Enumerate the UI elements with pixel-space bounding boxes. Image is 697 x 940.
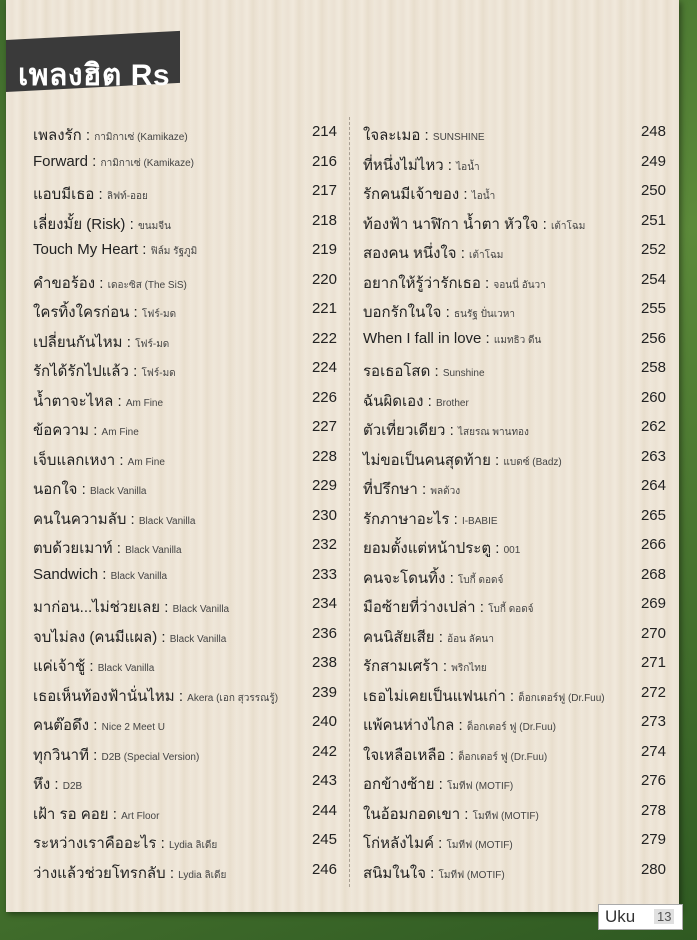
song-title-line: สนิมในใจ : โมทีฟ (MOTIF) [363, 864, 505, 882]
song-page-number: 222 [311, 329, 337, 347]
song-title: เจ็บแลกเหงา [33, 451, 116, 469]
song-artist: Am Fine [125, 397, 164, 409]
song-page-number: 221 [311, 300, 337, 317]
song-page-number: 250 [640, 182, 666, 199]
song-title-line: เพลงรัก : กามิกาเซ่ (Kamikaze) [33, 127, 188, 144]
songbook-page [6, 0, 679, 912]
song-entry [33, 678, 337, 708]
song-title-line: ท้องฟ้า นาฬิกา น้ำตา หัวใจ : เต้าโฉม [363, 215, 586, 233]
song-entry [33, 766, 337, 796]
song-entry [363, 147, 666, 177]
song-title-line: รักได้รักไปแล้ว : โฟร์-มด [33, 363, 176, 380]
song-page-number: 234 [311, 595, 337, 612]
song-entry [33, 501, 337, 531]
song-title-line: ใครทิ้งใครก่อน : โฟร์-มด [33, 304, 177, 321]
song-entry [363, 560, 666, 590]
song-artist: พริกไทย [451, 663, 487, 674]
song-title-line: รักภาษาอะไร : I-BABIE [363, 510, 498, 528]
song-entry [363, 678, 666, 708]
song-page-number: 217 [311, 182, 337, 199]
song-title-line: คนในความลับ : Black Vanilla [33, 510, 196, 528]
song-title-line: รักคนมีเจ้าของ : ไอน้ำ [363, 186, 496, 203]
song-title-line: แอบมีเธอ : ลิฟท์-ออย [33, 186, 148, 203]
song-page-number: 232 [311, 536, 337, 553]
song-title: รอเธอโสด [363, 363, 431, 380]
song-artist: Black Vanilla [97, 663, 155, 674]
song-entry [363, 383, 666, 413]
song-title-line: Sandwich : Black Vanilla [33, 565, 168, 583]
song-title: ตบด้วยเมาท์ [33, 540, 113, 557]
song-artist: โบกี้ ดอดจ์ [488, 604, 534, 615]
song-title: นอกใจ [33, 481, 78, 498]
song-title: คนนิสัยเสีย [363, 628, 435, 646]
song-artist: โฟร์-มด [141, 309, 177, 320]
song-page-number: 242 [311, 742, 337, 760]
song-title: ที่ปรึกษา [363, 481, 418, 498]
song-title: มาก่อน...ไม่ช่วยเลย [33, 599, 161, 616]
song-artist: SUNSHINE [432, 132, 485, 143]
song-artist: D2B (Special Version) [101, 751, 200, 763]
song-page-number: 246 [311, 860, 337, 878]
song-page-number: 252 [640, 241, 666, 258]
song-title: รักสามเศร้า [363, 658, 439, 675]
song-artist: I-BABIE [461, 515, 498, 527]
song-title-line: โก่หลังไมค์ : โมทีฟ (MOTIF) [363, 835, 513, 852]
song-page-number: 279 [640, 831, 666, 848]
song-artist: Lydia ลิเดีย [169, 840, 218, 851]
song-page-number: 228 [311, 447, 337, 465]
song-entry [363, 530, 666, 560]
song-artist: เต้าโฉม [550, 220, 586, 232]
song-artist: ขนมจีน [137, 220, 171, 232]
song-title-line: เฝ้า รอ คอย : Art Floor [33, 805, 160, 823]
song-artist: Black Vanilla [138, 515, 196, 527]
song-title-line: ตบด้วยเมาท์ : Black Vanilla [33, 540, 182, 557]
song-title-line: Touch My Heart : ฟิล์ม รัฐภูมิ [33, 241, 198, 258]
song-artist: จอนนี่ อันวา [493, 279, 546, 291]
song-title-line: เลี่ยงมั้ย (Risk) : ขนมจีน [33, 215, 171, 233]
song-title-line: ในอ้อมกอดเขา : โมทีฟ (MOTIF) [363, 805, 539, 823]
song-title: ใครทิ้งใครก่อน [33, 304, 130, 321]
song-entry [363, 796, 666, 826]
song-page-number: 230 [311, 506, 337, 524]
song-title: ท้องฟ้า นาฬิกา น้ำตา หัวใจ [363, 215, 539, 233]
song-title-line: เธอเห็นท้องฟ้านั่นไหม : Akera (เอก สุวรรณรู้) [33, 687, 279, 705]
song-title-line: เจ็บแลกเหงา : Am Fine [33, 451, 165, 469]
song-artist: ไอน้ำ [471, 191, 496, 202]
song-artist: ธนรัฐ ปั่นเวหา [453, 309, 515, 320]
song-title: เธอเห็นท้องฟ้านั่นไหม [33, 687, 175, 705]
song-title-line: สองคน หนึ่งใจ : เต้าโฉม [363, 245, 504, 262]
song-entry [33, 383, 337, 413]
song-title-line: ที่หนึ่งไม่ไหว : ไอน้ำ [363, 156, 480, 174]
song-page-number: 227 [311, 418, 337, 435]
song-page-number: 265 [640, 506, 666, 524]
song-title-line: ใจเหลือเหลือ : ด็อกเตอร์ ฟู (Dr.Fuu) [363, 746, 548, 764]
song-page-number: 226 [311, 388, 337, 406]
song-title: When I fall in love [363, 329, 482, 347]
song-artist: กามิกาเซ่ (Kamikaze) [100, 157, 195, 169]
song-title: หึง [33, 776, 51, 793]
song-entry [33, 737, 337, 767]
song-artist: โมทีฟ (MOTIF) [447, 781, 514, 792]
song-title: รักคนมีเจ้าของ [363, 186, 460, 203]
song-artist: โมทีฟ (MOTIF) [438, 869, 505, 881]
song-title: ระหว่างเราคืออะไร [33, 835, 157, 852]
song-page-number: 214 [311, 123, 337, 140]
song-title-line: When I fall in love : แมทธิว ดีน [363, 329, 542, 347]
song-artist: อ้อน ลัคนา [447, 633, 494, 645]
song-page-number: 243 [311, 772, 337, 789]
song-page-number: 219 [311, 241, 337, 258]
song-title: ฉันผิดเอง [363, 392, 424, 410]
song-title-line: รอเธอโสด : Sunshine [363, 363, 485, 380]
song-title-line: นอกใจ : Black Vanilla [33, 481, 147, 498]
song-entry [363, 353, 666, 383]
song-entry [363, 825, 666, 855]
song-title: ไม่ขอเป็นคนสุดท้าย [363, 451, 491, 469]
song-artist: พลด้วง [430, 486, 461, 497]
song-title-line: เธอไม่เคยเป็นแฟนเก่า : ด็อกเตอร์ฟู (Dr.Fuu) [363, 687, 605, 705]
song-title: เธอไม่เคยเป็นแฟนเก่า [363, 687, 506, 705]
song-artist: Black Vanilla [172, 604, 230, 615]
song-artist: Lydia ลิเดีย [178, 869, 227, 881]
song-title-line: ข้อความ : Am Fine [33, 422, 139, 439]
song-page-number: 270 [640, 624, 666, 642]
song-entry [363, 501, 666, 531]
song-entry [33, 206, 337, 236]
song-page-number: 248 [640, 123, 666, 140]
song-artist: เต้าโฉม [469, 250, 504, 261]
song-entry [363, 766, 666, 796]
song-title-line: ตัวเที่ยวเดียว : ไสยรณ พานทอง [363, 422, 529, 439]
song-entry [33, 530, 337, 560]
song-title: สนิมในใจ [363, 864, 426, 882]
song-page-number: 274 [640, 742, 666, 760]
song-title: คนต๊อดึง [33, 717, 90, 734]
song-page-number: 254 [640, 270, 666, 288]
song-entry [33, 117, 337, 147]
song-page-number: 238 [311, 654, 337, 671]
song-title: ในอ้อมกอดเขา [363, 805, 461, 823]
song-artist: Am Fine [101, 427, 139, 438]
song-title-line: ยอมตั้งแต่หน้าประตู : 001 [363, 540, 521, 557]
song-artist: ด็อกเตอร์ฟู (Dr.Fuu) [518, 692, 605, 704]
song-page-number: 260 [640, 388, 666, 406]
song-title: คนในความลับ [33, 510, 127, 528]
song-entry [33, 648, 337, 678]
song-title-line: มาก่อน...ไม่ช่วยเลย : Black Vanilla [33, 599, 230, 616]
song-title: เพลงรัก [33, 127, 82, 144]
song-artist: Black Vanilla [169, 633, 227, 645]
song-artist: โบกี้ ดอดจ์ [457, 574, 504, 586]
song-title: เปลี่ยนกันไหม [33, 333, 123, 351]
song-title-line: ทุกวินาที : D2B (Special Version) [33, 746, 200, 764]
song-title-line: คำขอร้อง : เดอะซิส (The SiS) [33, 274, 187, 292]
song-entry [363, 235, 666, 265]
song-artist: ฟิล์ม รัฐภูมิ [150, 246, 198, 257]
song-title: สองคน หนึ่งใจ [363, 245, 457, 262]
song-title-line: ที่ปรึกษา : พลด้วง [363, 481, 461, 498]
song-title: แค่เจ้าชู้ [33, 658, 86, 675]
song-title-line: จบไม่ลง (คนมีแผล) : Black Vanilla [33, 628, 227, 646]
song-artist: Am Fine [127, 456, 165, 468]
song-page-number: 255 [640, 300, 666, 317]
song-artist: Black Vanilla [125, 545, 182, 556]
song-artist: Akera (เอก สุวรรณรู้) [187, 692, 279, 704]
song-title-line: คนต๊อดึง : Nice 2 Meet U [33, 717, 165, 734]
song-entry [33, 324, 337, 354]
song-title: คนจะโดนทิ้ง [363, 569, 446, 587]
song-artist: แมทธิว ดีน [493, 334, 542, 346]
song-title-line: รักสามเศร้า : พริกไทย [363, 658, 487, 675]
song-title: อกข้างซ้าย [363, 776, 435, 793]
page-footer [598, 904, 683, 930]
song-page-number: 229 [311, 477, 337, 494]
song-entry [33, 176, 337, 206]
song-artist: Sunshine [442, 368, 485, 379]
song-page-number: 272 [640, 683, 666, 701]
song-entry [33, 412, 337, 442]
song-entry [33, 235, 337, 265]
song-artist: โมทีฟ (MOTIF) [446, 840, 513, 851]
song-page-number: 245 [311, 831, 337, 848]
song-page-number: 276 [640, 772, 666, 789]
song-entry [33, 589, 337, 619]
song-page-number: 264 [640, 477, 666, 494]
song-entry [363, 619, 666, 649]
song-title-line: ใจละเมอ : SUNSHINE [363, 127, 485, 144]
song-entry [363, 855, 666, 885]
song-artist: ไสยรณ พานทอง [458, 427, 529, 438]
song-page-number: 239 [311, 683, 337, 701]
song-title-line: ว่างแล้วช่วยโทรกลับ : Lydia ลิเดีย [33, 864, 227, 882]
song-title-line: เปลี่ยนกันไหม : โฟร์-มด [33, 333, 170, 351]
song-artist: 001 [503, 545, 521, 556]
song-entry [33, 265, 337, 295]
song-title-line: หึง : D2B [33, 776, 83, 793]
song-artist: ไอน้ำ [456, 161, 480, 173]
song-entry [363, 707, 666, 737]
song-artist: Brother [435, 397, 469, 409]
song-entry [33, 442, 337, 472]
song-title: แอบมีเธอ [33, 186, 95, 203]
song-page-number: 251 [640, 211, 666, 229]
song-page-number: 263 [640, 447, 666, 465]
song-title-line: ระหว่างเราคืออะไร : Lydia ลิเดีย [33, 835, 218, 852]
song-entry [33, 796, 337, 826]
song-title: ว่างแล้วช่วยโทรกลับ [33, 864, 166, 882]
column-divider [349, 117, 350, 887]
song-title-line: มือซ้ายที่ว่างเปล่า : โบกี้ ดอดจ์ [363, 599, 534, 616]
song-entry [363, 265, 666, 295]
song-entry [363, 324, 666, 354]
song-artist: Black Vanilla [110, 570, 168, 582]
song-page-number: 262 [640, 418, 666, 435]
song-entry [363, 206, 666, 236]
song-title-line: Forward : กามิกาเซ่ (Kamikaze) [33, 152, 195, 170]
song-title: คำขอร้อง [33, 274, 96, 292]
song-title: จบไม่ลง (คนมีแผล) [33, 628, 158, 646]
song-title-line: ไม่ขอเป็นคนสุดท้าย : แบดซ์ (Badz) [363, 451, 562, 469]
song-page-number: 249 [640, 152, 666, 170]
song-title: ตัวเที่ยวเดียว [363, 422, 446, 439]
page-heading: เพลงฮิต Rs [18, 59, 171, 92]
song-entry [33, 560, 337, 590]
song-title: ยอมตั้งแต่หน้าประตู [363, 540, 492, 557]
song-title-line: น้ำตาจะไหล : Am Fine [33, 392, 164, 410]
song-list-left [33, 117, 337, 884]
song-title-line: แค่เจ้าชู้ : Black Vanilla [33, 658, 155, 675]
song-artist: D2B [62, 781, 83, 792]
song-entry [363, 589, 666, 619]
song-artist: โฟร์-มด [141, 368, 176, 379]
song-artist: โฟร์-มด [135, 338, 170, 350]
song-title-line: คนจะโดนทิ้ง : โบกี้ ดอดจ์ [363, 569, 504, 587]
song-title-line: บอกรักในใจ : ธนรัฐ ปั่นเวหา [363, 304, 515, 321]
song-artist: Black Vanilla [89, 486, 147, 497]
song-entry [363, 176, 666, 206]
song-title: รักได้รักไปแล้ว [33, 363, 129, 380]
song-artist: โมทีฟ (MOTIF) [472, 810, 539, 822]
song-artist: Nice 2 Meet U [101, 722, 165, 733]
song-title-line: ฉันผิดเอง : Brother [363, 392, 469, 410]
song-title-line: แพ้คนห่างไกล : ด็อกเตอร์ ฟู (Dr.Fuu) [363, 717, 556, 734]
song-title: อยากให้รู้ว่ารักเธอ [363, 274, 481, 292]
song-title: เลี่ยงมั้ย (Risk) [33, 215, 126, 233]
song-entry [363, 471, 666, 501]
song-page-number: 268 [640, 565, 666, 583]
song-title: รักภาษาอะไร [363, 510, 450, 528]
song-entry [33, 471, 337, 501]
song-title-line: คนนิสัยเสีย : อ้อน ลัคนา [363, 628, 494, 646]
song-title: ทุกวินาที [33, 746, 89, 764]
song-artist: Art Floor [121, 810, 160, 822]
song-entry [363, 648, 666, 678]
song-page-number: 273 [640, 713, 666, 730]
song-title: บอกรักในใจ [363, 304, 442, 321]
song-title: Touch My Heart [33, 241, 139, 258]
song-artist: เดอะซิส (The SiS) [107, 279, 187, 291]
song-page-number: 236 [311, 624, 337, 642]
song-page-number: 218 [311, 211, 337, 229]
song-page-number: 224 [311, 359, 337, 376]
song-page-number: 233 [311, 565, 337, 583]
song-entry [33, 353, 337, 383]
song-entry [363, 412, 666, 442]
song-title: โก่หลังไมค์ [363, 835, 435, 852]
song-page-number: 280 [640, 860, 666, 878]
song-title: ใจเหลือเหลือ [363, 746, 446, 764]
song-list-right [363, 117, 666, 884]
song-artist: กามิกาเซ่ (Kamikaze) [94, 132, 188, 143]
song-title: ข้อความ [33, 422, 90, 439]
song-title: ใจละเมอ [363, 127, 421, 144]
song-artist: ด็อกเตอร์ ฟู (Dr.Fuu) [458, 751, 548, 763]
song-page-number: 271 [640, 654, 666, 671]
song-title: น้ำตาจะไหล [33, 392, 114, 410]
song-artist: ด็อกเตอร์ ฟู (Dr.Fuu) [466, 722, 556, 733]
song-entry [33, 147, 337, 177]
song-entry [363, 442, 666, 472]
song-title: ที่หนึ่งไม่ไหว [363, 156, 444, 174]
song-entry [363, 117, 666, 147]
song-title: Sandwich [33, 565, 99, 583]
song-entry [363, 294, 666, 324]
song-entry [33, 707, 337, 737]
song-entry [363, 737, 666, 767]
song-title: แพ้คนห่างไกล [363, 717, 455, 734]
song-page-number: 256 [640, 329, 666, 347]
song-entry [33, 294, 337, 324]
song-page-number: 216 [311, 152, 337, 170]
footer-label: Uku [605, 907, 636, 926]
song-page-number: 240 [311, 713, 337, 730]
song-title: Forward [33, 152, 89, 170]
song-title-line: อกข้างซ้าย : โมทีฟ (MOTIF) [363, 776, 514, 793]
song-page-number: 258 [640, 359, 666, 376]
song-entry [33, 855, 337, 885]
song-artist: ลิฟท์-ออย [106, 191, 148, 202]
song-title: มือซ้ายที่ว่างเปล่า [363, 599, 476, 616]
song-page-number: 278 [640, 801, 666, 819]
song-title: เฝ้า รอ คอย [33, 805, 109, 823]
song-artist: แบดซ์ (Badz) [503, 456, 562, 468]
song-page-number: 220 [311, 270, 337, 288]
song-title-line: อยากให้รู้ว่ารักเธอ : จอนนี่ อันวา [363, 274, 546, 292]
song-entry [33, 619, 337, 649]
song-page-number: 244 [311, 801, 337, 819]
song-page-number: 266 [640, 536, 666, 553]
song-entry [33, 825, 337, 855]
page-number: 13 [654, 909, 674, 924]
song-page-number: 269 [640, 595, 666, 612]
